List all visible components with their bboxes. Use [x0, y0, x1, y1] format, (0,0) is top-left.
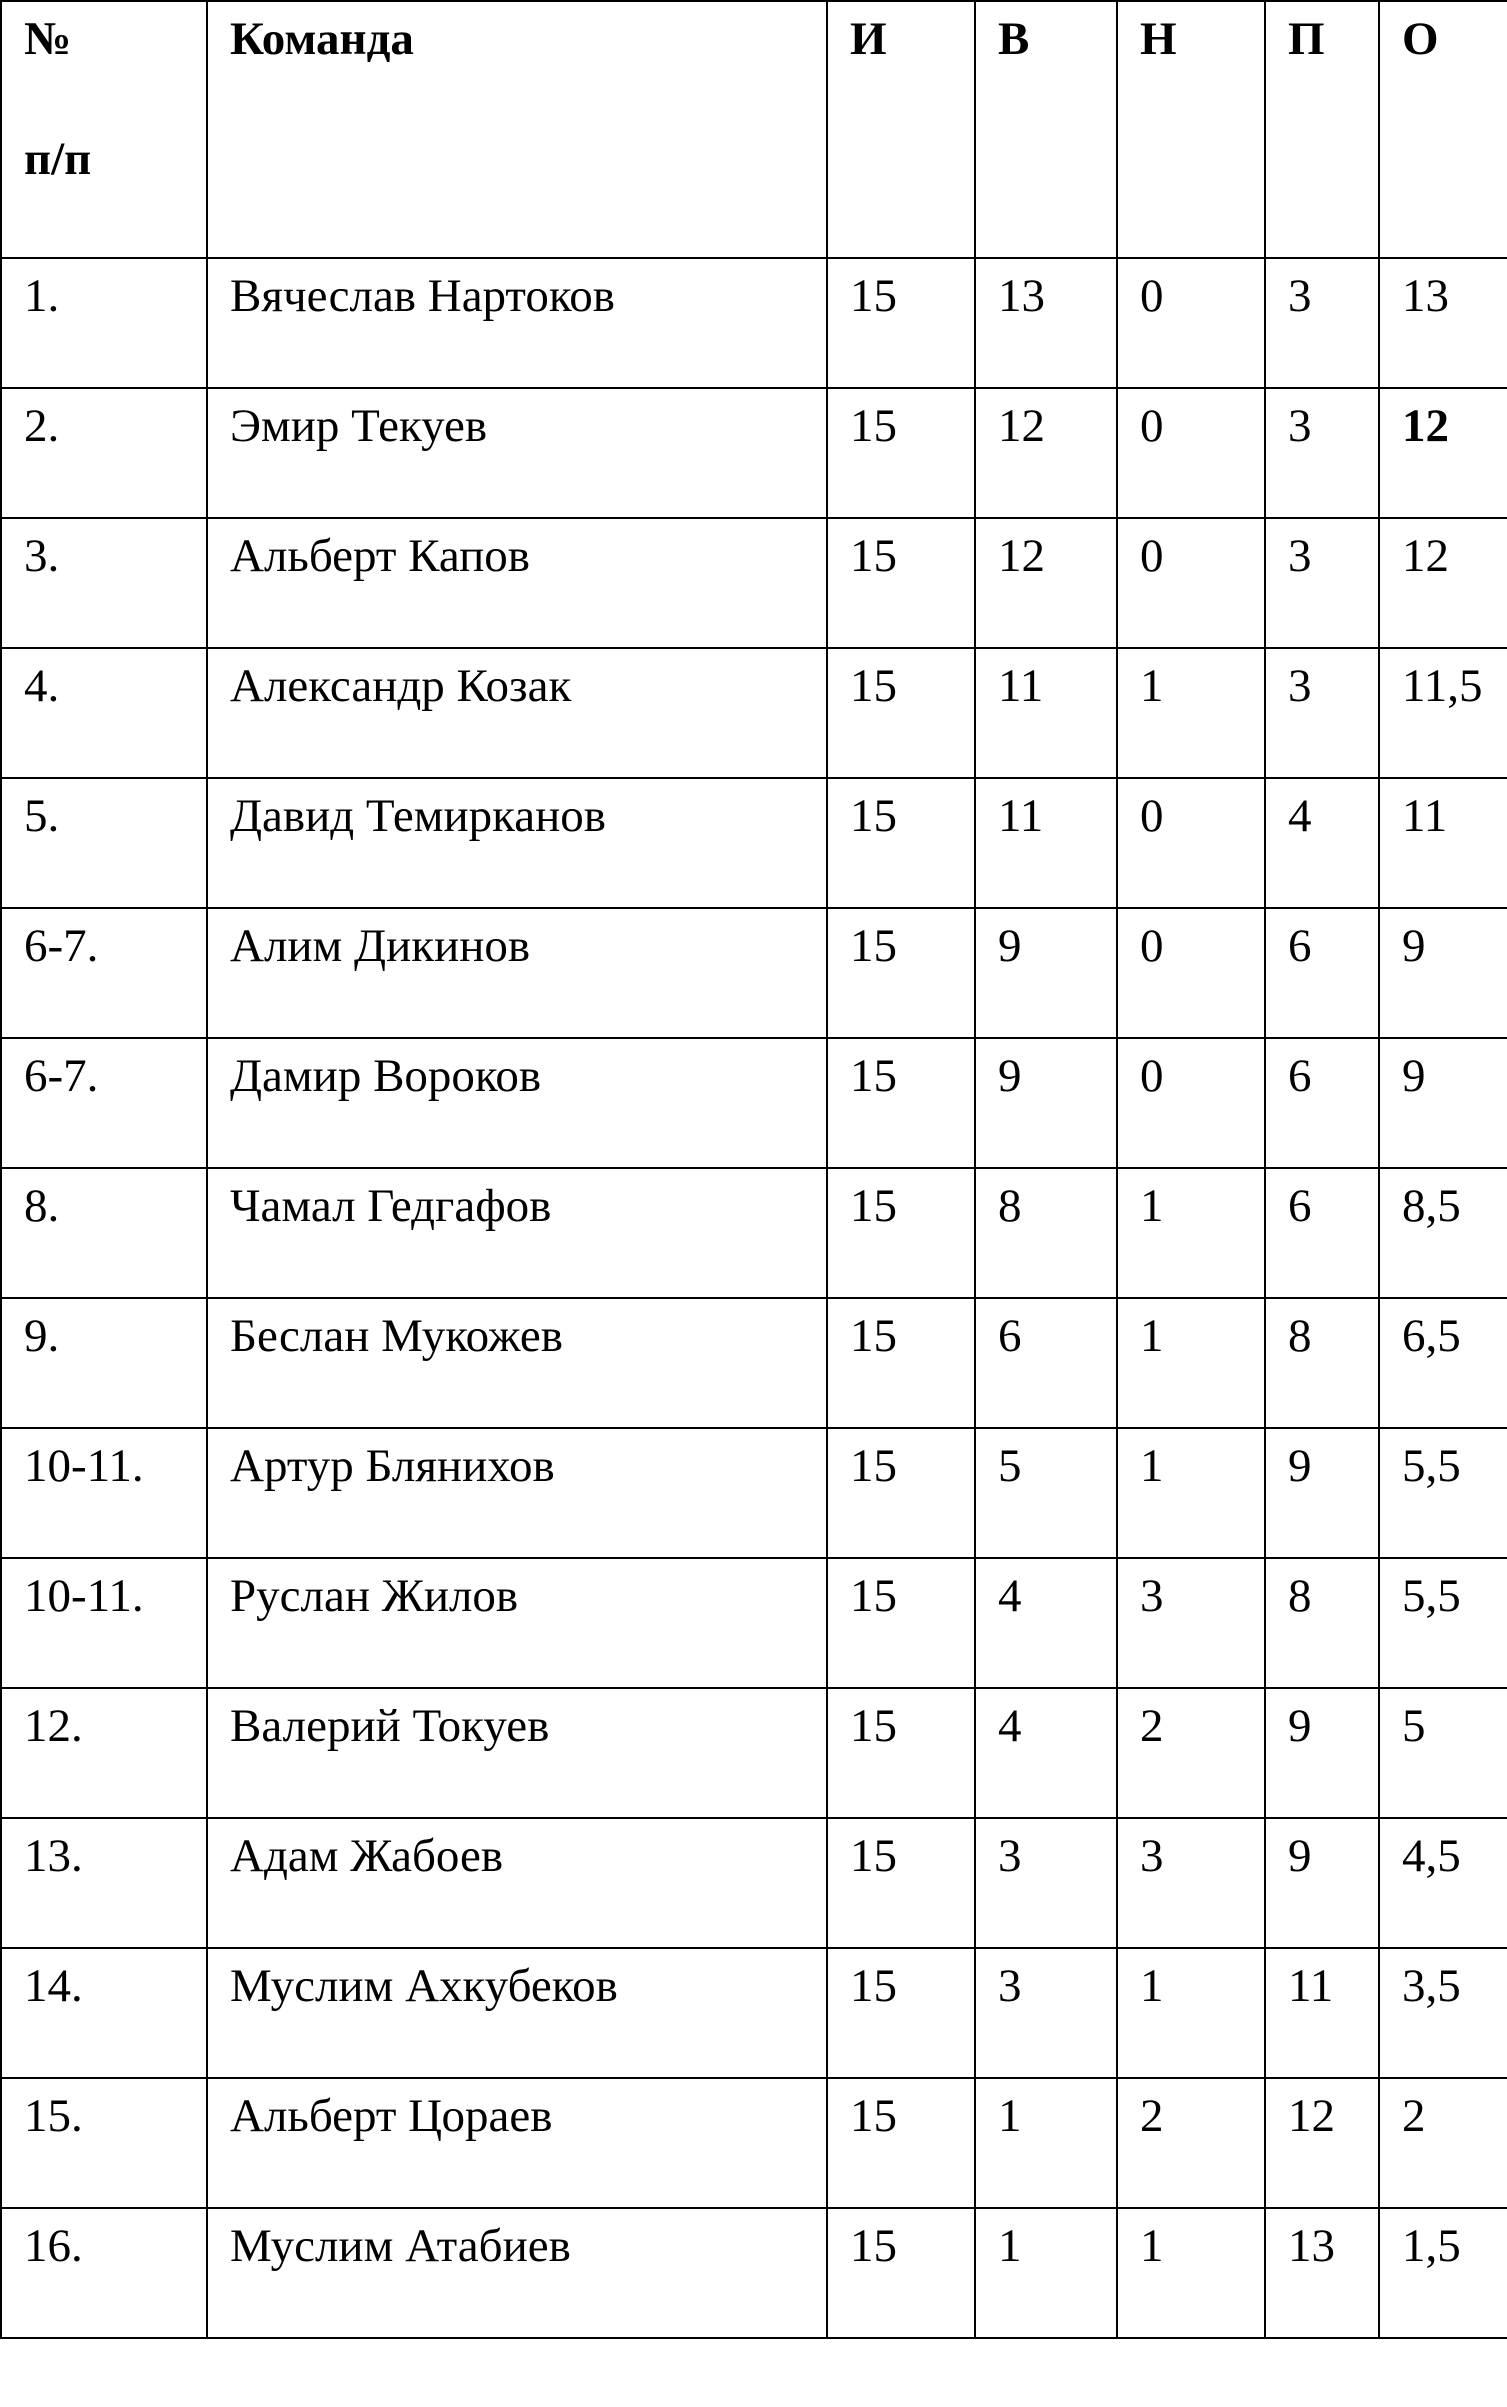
cell-points: 8,5 — [1379, 1168, 1507, 1298]
cell-wins: 12 — [975, 518, 1117, 648]
cell-points: 5,5 — [1379, 1428, 1507, 1558]
table-row — [1, 388, 1507, 518]
cell-team: Дамир Вороков — [207, 1038, 827, 1168]
cell-wins: 3 — [975, 1948, 1117, 2078]
table-row — [1, 518, 1507, 648]
cell-games: 15 — [827, 2078, 975, 2208]
cell-draws: 0 — [1117, 388, 1265, 518]
cell-team: Александр Козак — [207, 648, 827, 778]
cell-draws: 1 — [1117, 648, 1265, 778]
cell-losses: 3 — [1265, 518, 1379, 648]
cell-games: 15 — [827, 1298, 975, 1428]
cell-losses: 3 — [1265, 258, 1379, 388]
cell-points: 4,5 — [1379, 1818, 1507, 1948]
cell-number: 10-11. — [1, 1558, 207, 1688]
cell-losses: 8 — [1265, 1558, 1379, 1688]
table-row — [1, 1948, 1507, 2078]
cell-points: 11 — [1379, 778, 1507, 908]
cell-games: 15 — [827, 908, 975, 1038]
cell-number: 6-7. — [1, 908, 207, 1038]
cell-losses: 13 — [1265, 2208, 1379, 2338]
table-row — [1, 2208, 1507, 2338]
cell-number: 3. — [1, 518, 207, 648]
cell-wins: 6 — [975, 1298, 1117, 1428]
cell-games: 15 — [827, 1038, 975, 1168]
cell-wins: 9 — [975, 908, 1117, 1038]
cell-losses: 9 — [1265, 1688, 1379, 1818]
table-body — [1, 258, 1507, 2338]
cell-games: 15 — [827, 778, 975, 908]
table-row — [1, 258, 1507, 388]
cell-games: 15 — [827, 258, 975, 388]
cell-losses: 4 — [1265, 778, 1379, 908]
cell-points: 12 — [1379, 388, 1507, 518]
table-row — [1, 1688, 1507, 1818]
cell-wins: 3 — [975, 1818, 1117, 1948]
cell-wins: 12 — [975, 388, 1117, 518]
cell-wins: 5 — [975, 1428, 1117, 1558]
cell-draws: 1 — [1117, 1948, 1265, 2078]
cell-draws: 3 — [1117, 1558, 1265, 1688]
header-wins: В — [975, 1, 1117, 258]
cell-number: 1. — [1, 258, 207, 388]
cell-losses: 8 — [1265, 1298, 1379, 1428]
cell-team: Беслан Мукожев — [207, 1298, 827, 1428]
table-row — [1, 1558, 1507, 1688]
cell-team: Артур Блянихов — [207, 1428, 827, 1558]
cell-points: 3,5 — [1379, 1948, 1507, 2078]
cell-number: 4. — [1, 648, 207, 778]
cell-losses: 9 — [1265, 1818, 1379, 1948]
header-points: О — [1379, 1, 1507, 258]
cell-wins: 1 — [975, 2208, 1117, 2338]
cell-wins: 8 — [975, 1168, 1117, 1298]
table-row — [1, 648, 1507, 778]
cell-team: Альберт Капов — [207, 518, 827, 648]
cell-draws: 0 — [1117, 1038, 1265, 1168]
cell-number: 15. — [1, 2078, 207, 2208]
cell-games: 15 — [827, 1948, 975, 2078]
cell-points: 11,5 — [1379, 648, 1507, 778]
table-row — [1, 908, 1507, 1038]
cell-games: 15 — [827, 1168, 975, 1298]
cell-wins: 4 — [975, 1558, 1117, 1688]
table-row — [1, 1168, 1507, 1298]
table-header — [1, 1, 1507, 258]
cell-number: 14. — [1, 1948, 207, 2078]
cell-wins: 9 — [975, 1038, 1117, 1168]
cell-wins: 11 — [975, 648, 1117, 778]
cell-team: Альберт Цораев — [207, 2078, 827, 2208]
cell-team: Чамал Гедгафов — [207, 1168, 827, 1298]
cell-number: 13. — [1, 1818, 207, 1948]
table-row — [1, 1818, 1507, 1948]
cell-team: Муслим Ахкубеков — [207, 1948, 827, 2078]
header-number-symbol: № — [24, 13, 72, 65]
cell-draws: 1 — [1117, 1168, 1265, 1298]
header-games: И — [827, 1, 975, 258]
cell-number: 5. — [1, 778, 207, 908]
cell-draws: 0 — [1117, 778, 1265, 908]
cell-points: 13 — [1379, 258, 1507, 388]
cell-team: Руслан Жилов — [207, 1558, 827, 1688]
cell-wins: 11 — [975, 778, 1117, 908]
cell-games: 15 — [827, 1558, 975, 1688]
cell-draws: 1 — [1117, 1298, 1265, 1428]
table-row — [1, 2078, 1507, 2208]
cell-team: Валерий Токуев — [207, 1688, 827, 1818]
cell-number: 10-11. — [1, 1428, 207, 1558]
cell-draws: 1 — [1117, 2208, 1265, 2338]
cell-number: 16. — [1, 2208, 207, 2338]
table-row — [1, 1428, 1507, 1558]
cell-losses: 9 — [1265, 1428, 1379, 1558]
header-row — [1, 1, 1507, 258]
cell-team: Алим Дикинов — [207, 908, 827, 1038]
cell-games: 15 — [827, 2208, 975, 2338]
cell-points: 9 — [1379, 908, 1507, 1038]
cell-number: 12. — [1, 1688, 207, 1818]
cell-games: 15 — [827, 518, 975, 648]
header-team: Команда — [207, 1, 827, 258]
cell-draws: 1 — [1117, 1428, 1265, 1558]
cell-losses: 6 — [1265, 908, 1379, 1038]
cell-number: 8. — [1, 1168, 207, 1298]
cell-draws: 0 — [1117, 258, 1265, 388]
cell-losses: 11 — [1265, 1948, 1379, 2078]
cell-games: 15 — [827, 1818, 975, 1948]
cell-team: Эмир Текуев — [207, 388, 827, 518]
cell-wins: 4 — [975, 1688, 1117, 1818]
header-number-abbrev: п/п — [24, 133, 92, 186]
header-losses: П — [1265, 1, 1379, 258]
cell-points: 5 — [1379, 1688, 1507, 1818]
table-row — [1, 1298, 1507, 1428]
table-row — [1, 778, 1507, 908]
cell-team: Вячеслав Нартоков — [207, 258, 827, 388]
cell-games: 15 — [827, 388, 975, 518]
cell-team: Адам Жабоев — [207, 1818, 827, 1948]
cell-number: 9. — [1, 1298, 207, 1428]
cell-points: 9 — [1379, 1038, 1507, 1168]
cell-wins: 13 — [975, 258, 1117, 388]
cell-points: 12 — [1379, 518, 1507, 648]
cell-games: 15 — [827, 648, 975, 778]
cell-wins: 1 — [975, 2078, 1117, 2208]
cell-team: Давид Темирканов — [207, 778, 827, 908]
cell-number: 2. — [1, 388, 207, 518]
cell-points: 1,5 — [1379, 2208, 1507, 2338]
cell-points: 5,5 — [1379, 1558, 1507, 1688]
cell-number: 6-7. — [1, 1038, 207, 1168]
cell-games: 15 — [827, 1428, 975, 1558]
cell-draws: 0 — [1117, 518, 1265, 648]
cell-losses: 3 — [1265, 388, 1379, 518]
header-draws: Н — [1117, 1, 1265, 258]
cell-draws: 2 — [1117, 2078, 1265, 2208]
cell-losses: 6 — [1265, 1168, 1379, 1298]
cell-draws: 0 — [1117, 908, 1265, 1038]
cell-losses: 6 — [1265, 1038, 1379, 1168]
header-number — [1, 1, 207, 258]
cell-games: 15 — [827, 1688, 975, 1818]
cell-points: 2 — [1379, 2078, 1507, 2208]
cell-losses: 3 — [1265, 648, 1379, 778]
table-row — [1, 1038, 1507, 1168]
cell-draws: 2 — [1117, 1688, 1265, 1818]
cell-points: 6,5 — [1379, 1298, 1507, 1428]
cell-losses: 12 — [1265, 2078, 1379, 2208]
cell-team: Муслим Атабиев — [207, 2208, 827, 2338]
cell-draws: 3 — [1117, 1818, 1265, 1948]
